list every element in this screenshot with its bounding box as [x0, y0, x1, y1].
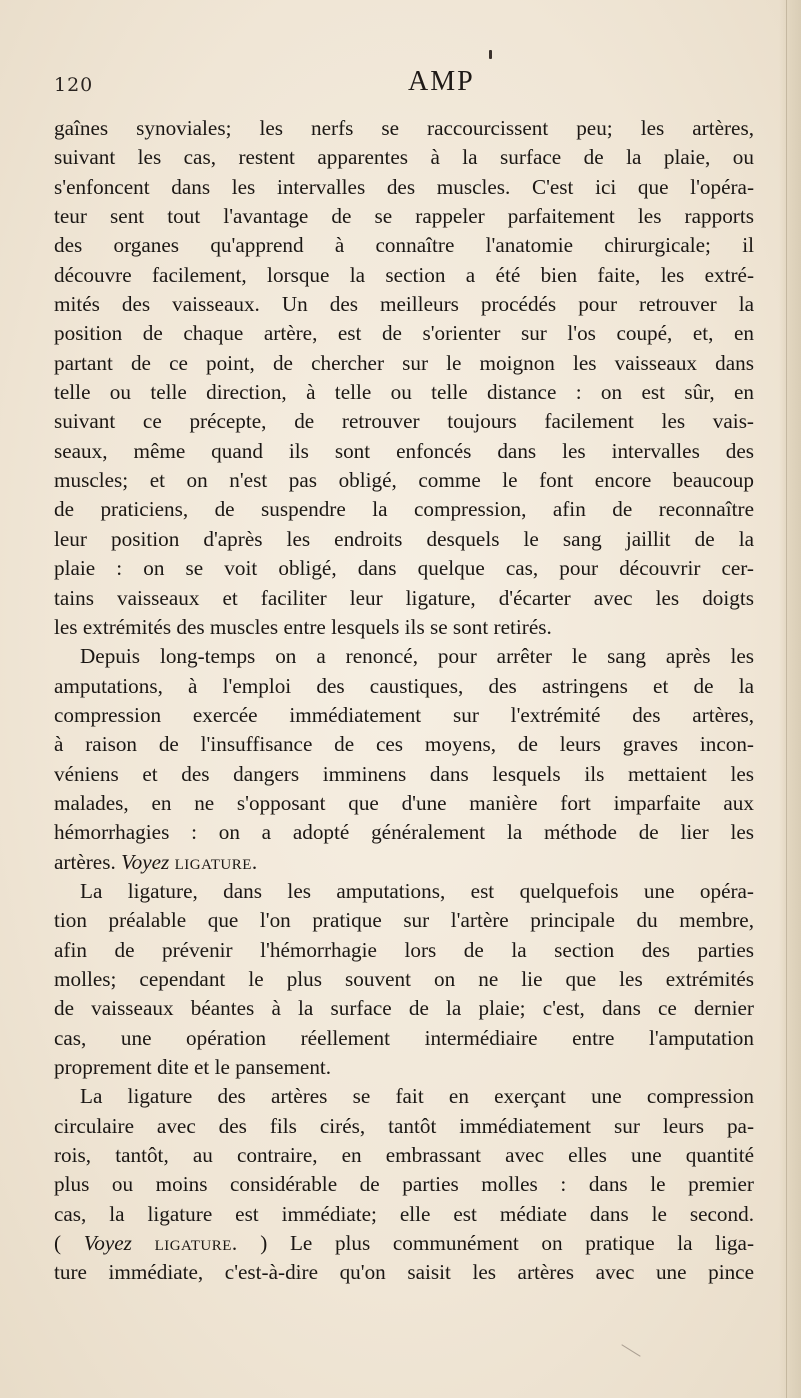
text-line: ture immédiate, c'est-à-dire qu'on saisit les artères avec une pince: [54, 1260, 754, 1285]
text-line: cas, la ligature est immédiate; elle est médiate dans le second.: [54, 1201, 754, 1226]
page-edge-shadow: [779, 0, 801, 1398]
running-head: AMP: [408, 66, 475, 97]
text-line: à raison de l'insuffisance de ces moyens, de leurs graves incon-: [54, 732, 754, 757]
text-line: [54, 848, 754, 877]
text-line: seaux, même quand ils sont enfoncés dans les intervalles des: [54, 438, 754, 463]
text-line: telle ou telle direction, à telle ou telle distance : on est sûr, en: [54, 380, 754, 405]
text-line: leur position d'après les endroits desquels le sang jaillit de la: [54, 526, 754, 551]
page-number: 120: [54, 74, 94, 96]
text-line: s'enfoncent dans les intervalles des muscles. C'est ici que l'opéra-: [54, 174, 754, 199]
ink-mark: [489, 50, 492, 59]
page-header: [54, 64, 754, 108]
text-line: plus ou moins considérable de parties molles : dans le premier: [54, 1172, 754, 1197]
text-fragment: artères.: [54, 849, 122, 874]
text-line: rois, tantôt, au contraire, en embrassant avec elles une quantité: [54, 1143, 754, 1168]
text-line: La ligature, dans les amputations, est quelquefois une opéra-: [80, 878, 754, 903]
text-line: muscles; et on n'est pas obligé, comme le font encore beaucoup: [54, 468, 754, 493]
text-line: des organes qu'apprend à connaître l'anatomie chirurgicale; il: [54, 233, 754, 258]
text-line: La ligature des artères se fait en exerçant une compression: [80, 1084, 754, 1109]
cross-reference: ligature.: [154, 1231, 238, 1256]
text-line: véniens et des dangers imminens dans lesquels ils mettaient les: [54, 761, 754, 786]
text-line: de vaisseaux béantes à la surface de la plaie; c'est, dans ce dernier: [54, 996, 754, 1021]
text-line: afin de prévenir l'hémorrhagie lors de la section des parties: [54, 937, 754, 962]
text-line: mités des vaisseaux. Un des meilleurs procédés pour retrouver la: [54, 292, 754, 317]
text-line: les extrémités des muscles entre lesquels ils se sont retirés.: [54, 614, 552, 639]
text-line: tains vaisseaux et faciliter leur ligature, d'écarter avec les doigts: [54, 585, 754, 610]
text-line: proprement dite et le pansement.: [54, 1055, 332, 1079]
text-line: cas, une opération réellement intermédiaire entre l'amputation: [54, 1025, 754, 1050]
cross-reference: ligature.: [174, 849, 258, 874]
text-line: amputations, à l'emploi des caustiques, des astringens et de la: [54, 673, 754, 698]
text-fragment: (: [54, 1231, 84, 1256]
italic-reference: Voyez: [121, 849, 170, 874]
text-line: de praticiens, de suspendre la compression, afin de reconnaître: [54, 497, 754, 522]
page-edge-line: [786, 0, 787, 1398]
stray-pen-mark: [621, 1344, 640, 1357]
text-line: compression exercée immédiatement sur l'extrémité des artères,: [54, 702, 754, 727]
text-fragment: ) Le plus communément on pratique la liga-: [237, 1231, 755, 1256]
italic-reference: Voyez: [83, 1231, 132, 1256]
text-line: suivant les cas, restent apparentes à la surface de la plaie, ou: [54, 145, 754, 170]
text-line: [54, 1229, 754, 1258]
text-line: circulaire avec des fils cirés, tantôt immédiatement sur leurs pa-: [54, 1113, 754, 1138]
text-line: position de chaque artère, est de s'orienter sur l'os coupé, et, en: [54, 321, 754, 346]
text-line: découvre facilement, lorsque la section a été bien faite, les extré-: [54, 262, 754, 287]
text-line: malades, en ne s'opposant que d'une manière fort imparfaite aux: [54, 790, 754, 815]
text-line: hémorrhagies : on a adopté généralement la méthode de lier les: [54, 820, 754, 845]
text-line: molles; cependant le plus souvent on ne lie que les extrémités: [54, 966, 754, 991]
body-text: [54, 114, 754, 1288]
text-line: partant de ce point, de chercher sur le moignon les vaisseaux dans: [54, 350, 754, 375]
text-line: suivant ce précepte, de retrouver toujours facilement les vais-: [54, 409, 754, 434]
text-line: tion préalable que l'on pratique sur l'artère principale du membre,: [54, 908, 754, 933]
text-line: plaie : on se voit obligé, dans quelque cas, pour découvrir cer-: [54, 556, 754, 581]
text-line: teur sent tout l'avantage de se rappeler parfaitement les rapports: [54, 204, 754, 229]
text-line: gaînes synoviales; les nerfs se raccourcissent peu; les artères,: [54, 116, 754, 140]
text-line: Depuis long-temps on a renoncé, pour arrêter le sang après les: [80, 644, 754, 669]
